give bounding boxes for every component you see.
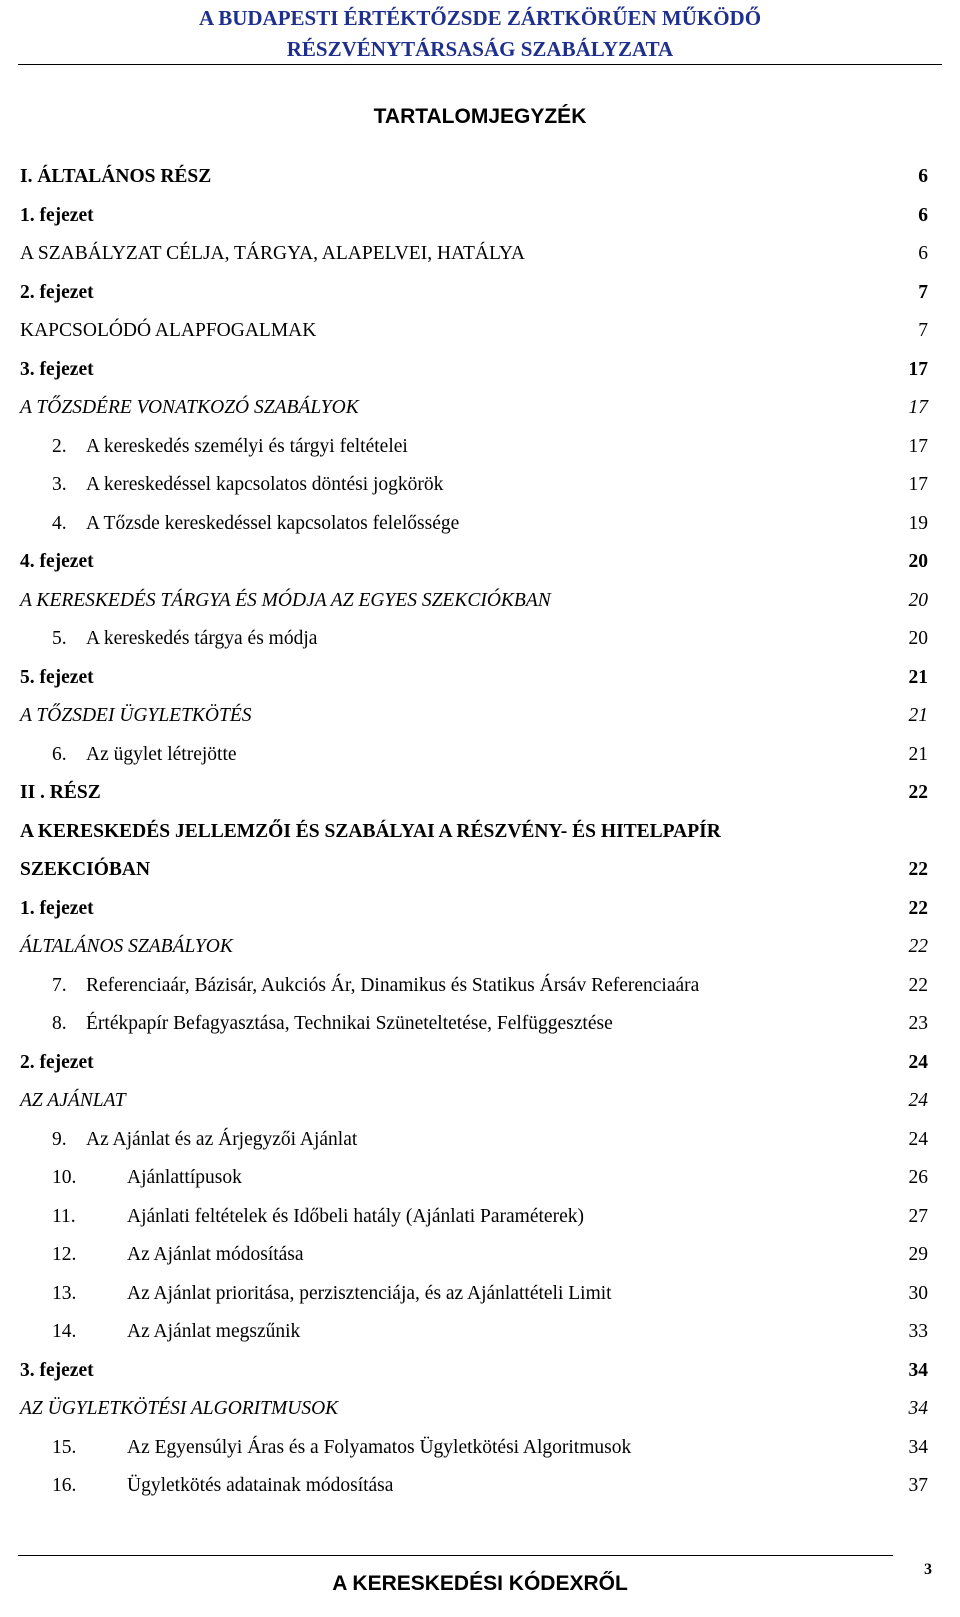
toc-entry[interactable] bbox=[20, 1121, 928, 1160]
toc-entry-label: A KERESKEDÉS JELLEMZŐI ÉS SZABÁLYAI A RÉSZVÉNY- ÉS HITELPAPÍR bbox=[20, 820, 721, 842]
toc-entry-label: Értékpapír Befagyasztása, Technikai Szüneteltetése, Felfüggesztése bbox=[86, 1013, 613, 1034]
toc-entry-page: 17 bbox=[908, 435, 928, 457]
toc-entry-label: A TŐZSDÉRE VONATKOZÓ SZABÁLYOK bbox=[20, 397, 359, 418]
toc-entry[interactable] bbox=[20, 351, 928, 390]
toc-entry-number: 3. bbox=[52, 474, 67, 495]
toc-entry-label: ÁLTALÁNOS SZABÁLYOK bbox=[20, 936, 233, 957]
toc-entry-label: A KERESKEDÉS TÁRGYA ÉS MÓDJA AZ EGYES SZEKCIÓKBAN bbox=[20, 589, 551, 611]
toc-entry-label: A kereskedéssel kapcsolatos döntési jogkörök bbox=[86, 474, 444, 495]
toc-entry-label: A Tőzsde kereskedéssel kapcsolatos felelőssége bbox=[86, 512, 460, 534]
toc-entry-page: 6 bbox=[918, 243, 928, 264]
toc-entry-label: II . RÉSZ bbox=[20, 782, 101, 803]
toc-entry[interactable] bbox=[20, 1005, 928, 1044]
toc-entry-number: 4. bbox=[52, 512, 67, 534]
toc-entry[interactable] bbox=[20, 928, 928, 967]
toc-entry-page: 20 bbox=[908, 551, 928, 572]
toc-entry-number: 15. bbox=[52, 1436, 77, 1458]
toc-entry[interactable] bbox=[20, 1313, 928, 1352]
toc-entry-label: I. ÁLTALÁNOS RÉSZ bbox=[20, 166, 212, 187]
toc-entry-label: 5. fejezet bbox=[20, 666, 94, 688]
toc-entry-page: 34 bbox=[908, 1436, 928, 1458]
toc-entry-label: 1. fejezet bbox=[20, 204, 94, 226]
toc-entry-label: Az Ajánlat módosítása bbox=[127, 1244, 304, 1265]
toc-entry-page: 22 bbox=[908, 859, 928, 880]
toc-entry-page: 7 bbox=[918, 320, 928, 341]
toc-entry-label: A TŐZSDEI ÜGYLETKÖTÉS bbox=[20, 705, 252, 726]
toc-entry-page: 17 bbox=[908, 397, 928, 418]
toc-entry[interactable] bbox=[20, 1467, 928, 1506]
toc-entry[interactable] bbox=[20, 312, 928, 351]
toc-entry-number: 8. bbox=[52, 1013, 67, 1034]
toc-entry-label: Az Ajánlat prioritása, perzisztenciája, és az Ajánlattételi Limit bbox=[127, 1282, 612, 1304]
toc-entry[interactable] bbox=[20, 1352, 928, 1391]
toc-entry-label: A SZABÁLYZAT CÉLJA, TÁRGYA, ALAPELVEI, HATÁLYA bbox=[20, 243, 525, 264]
toc-entry[interactable] bbox=[20, 813, 928, 890]
toc-entry-number: 14. bbox=[52, 1321, 77, 1342]
footer-divider bbox=[18, 1555, 893, 1556]
toc-entry-page: 22 bbox=[908, 782, 928, 803]
toc-entry[interactable] bbox=[20, 197, 928, 236]
toc-entry-page: 6 bbox=[918, 204, 928, 226]
toc-entry[interactable] bbox=[20, 1198, 928, 1237]
toc-entry-label: Ügyletkötés adatainak módosítása bbox=[127, 1475, 394, 1496]
toc-entry-label: 2. fejezet bbox=[20, 281, 94, 303]
toc-entry-page: 24 bbox=[908, 1090, 928, 1111]
toc-entry-label: Ajánlattípusok bbox=[127, 1167, 242, 1188]
toc-entry-label: 4. fejezet bbox=[20, 551, 94, 572]
toc-entry-label: A kereskedés tárgya és módja bbox=[86, 628, 318, 649]
toc-entry-page: 7 bbox=[918, 281, 928, 303]
toc-entry-page: 24 bbox=[908, 1051, 928, 1073]
toc-entry[interactable] bbox=[20, 1429, 928, 1468]
toc-entry[interactable] bbox=[20, 890, 928, 929]
toc-entry-page: 26 bbox=[908, 1167, 928, 1188]
toc-entry-page: 27 bbox=[908, 1205, 928, 1227]
toc-entry-label: 1. fejezet bbox=[20, 897, 94, 919]
toc-entry[interactable] bbox=[20, 274, 928, 313]
toc-entry-page: 29 bbox=[908, 1244, 928, 1265]
toc-entry-number: 16. bbox=[52, 1475, 77, 1496]
table-of-contents bbox=[20, 158, 928, 1506]
toc-entry[interactable] bbox=[20, 505, 928, 544]
toc-entry[interactable] bbox=[20, 1390, 928, 1429]
toc-entry[interactable] bbox=[20, 1159, 928, 1198]
toc-entry-label: 3. fejezet bbox=[20, 358, 94, 380]
header-line-2: RÉSZVÉNYTÁRSASÁG SZABÁLYZATA bbox=[286, 37, 674, 61]
toc-entry-number: 6. bbox=[52, 743, 67, 765]
header-line-1: A BUDAPESTI ÉRTÉKTŐZSDE ZÁRTKÖRŰEN MŰKÖDŐ bbox=[198, 6, 762, 30]
toc-entry-page: 23 bbox=[908, 1013, 928, 1034]
toc-entry-label: Referenciaár, Bázisár, Aukciós Ár, Dinamikus és Statikus Ársáv Referenciaára bbox=[86, 974, 700, 996]
footer-title: A KERESKEDÉSI KÓDEXRŐL bbox=[332, 1572, 628, 1595]
toc-entry-number: 11. bbox=[52, 1205, 76, 1227]
toc-entry-number: 12. bbox=[52, 1244, 77, 1265]
toc-entry[interactable] bbox=[20, 466, 928, 505]
toc-entry-page: 17 bbox=[908, 358, 928, 380]
toc-entry-label: Ajánlati feltételek és Időbeli hatály (Ajánlati Paraméterek) bbox=[127, 1205, 584, 1227]
toc-entry-label: Az Ajánlat és az Árjegyzői Ajánlat bbox=[86, 1128, 358, 1150]
toc-entry[interactable] bbox=[20, 1236, 928, 1275]
toc-entry-page: 20 bbox=[908, 628, 928, 649]
toc-entry-page: 19 bbox=[908, 512, 928, 534]
toc-entry-number: 10. bbox=[52, 1167, 77, 1188]
toc-entry-page: 37 bbox=[908, 1475, 928, 1496]
toc-entry[interactable] bbox=[20, 774, 928, 813]
toc-entry-page: 22 bbox=[908, 897, 928, 919]
toc-entry-number: 2. bbox=[52, 435, 67, 457]
toc-entry-label: AZ ÜGYLETKÖTÉSI ALGORITMUSOK bbox=[20, 1398, 339, 1419]
toc-entry[interactable] bbox=[20, 967, 928, 1006]
toc-entry-label: A kereskedés személyi és tárgyi feltételei bbox=[86, 435, 408, 457]
toc-entry[interactable] bbox=[20, 620, 928, 659]
toc-entry-label: Az Ajánlat megszűnik bbox=[127, 1321, 301, 1342]
toc-entry[interactable] bbox=[20, 389, 928, 428]
toc-entry-page: 21 bbox=[908, 743, 928, 765]
toc-entry-label: KAPCSOLÓDÓ ALAPFOGALMAK bbox=[20, 320, 317, 341]
page-number: 3 bbox=[924, 1561, 932, 1578]
toc-entry[interactable] bbox=[20, 659, 928, 698]
toc-entry-label-continued: SZEKCIÓBAN bbox=[20, 859, 151, 880]
toc-entry[interactable] bbox=[20, 582, 928, 621]
toc-entry[interactable] bbox=[20, 1275, 928, 1314]
toc-entry-page: 34 bbox=[908, 1398, 928, 1419]
toc-entry[interactable] bbox=[20, 158, 928, 197]
toc-entry-label: 2. fejezet bbox=[20, 1051, 94, 1073]
toc-entry[interactable] bbox=[20, 543, 928, 582]
toc-entry-page: 6 bbox=[918, 166, 928, 187]
toc-entry[interactable] bbox=[20, 697, 928, 736]
toc-entry-number: 9. bbox=[52, 1128, 67, 1150]
toc-entry[interactable] bbox=[20, 235, 928, 274]
document-header bbox=[0, 0, 960, 65]
toc-entry-number: 13. bbox=[52, 1282, 77, 1304]
toc-entry-page: 30 bbox=[908, 1282, 928, 1304]
toc-entry-label: 3. fejezet bbox=[20, 1359, 94, 1381]
toc-entry-page: 21 bbox=[908, 666, 928, 688]
toc-entry-page: 22 bbox=[908, 936, 928, 957]
toc-entry-page: 24 bbox=[908, 1128, 928, 1150]
toc-entry-page: 22 bbox=[908, 974, 928, 996]
toc-entry[interactable] bbox=[20, 428, 928, 467]
toc-entry-page: 34 bbox=[908, 1359, 928, 1381]
toc-entry[interactable] bbox=[20, 1044, 928, 1083]
toc-entry-label: AZ AJÁNLAT bbox=[20, 1090, 126, 1111]
toc-entry-page: 17 bbox=[908, 474, 928, 495]
toc-entry-number: 5. bbox=[52, 628, 67, 649]
toc-entry[interactable] bbox=[20, 736, 928, 775]
toc-entry-label: Az Egyensúlyi Áras és a Folyamatos Ügyletkötési Algoritmusok bbox=[127, 1436, 632, 1458]
toc-entry-page: 20 bbox=[908, 589, 928, 611]
toc-entry-label: Az ügylet létrejötte bbox=[86, 743, 237, 765]
toc-entry-page: 33 bbox=[908, 1321, 928, 1342]
header-divider bbox=[18, 64, 942, 65]
toc-entry[interactable] bbox=[20, 1082, 928, 1121]
toc-entry-page: 21 bbox=[908, 705, 928, 726]
toc-entry-number: 7. bbox=[52, 974, 67, 996]
toc-title: TARTALOMJEGYZÉK bbox=[373, 105, 587, 128]
